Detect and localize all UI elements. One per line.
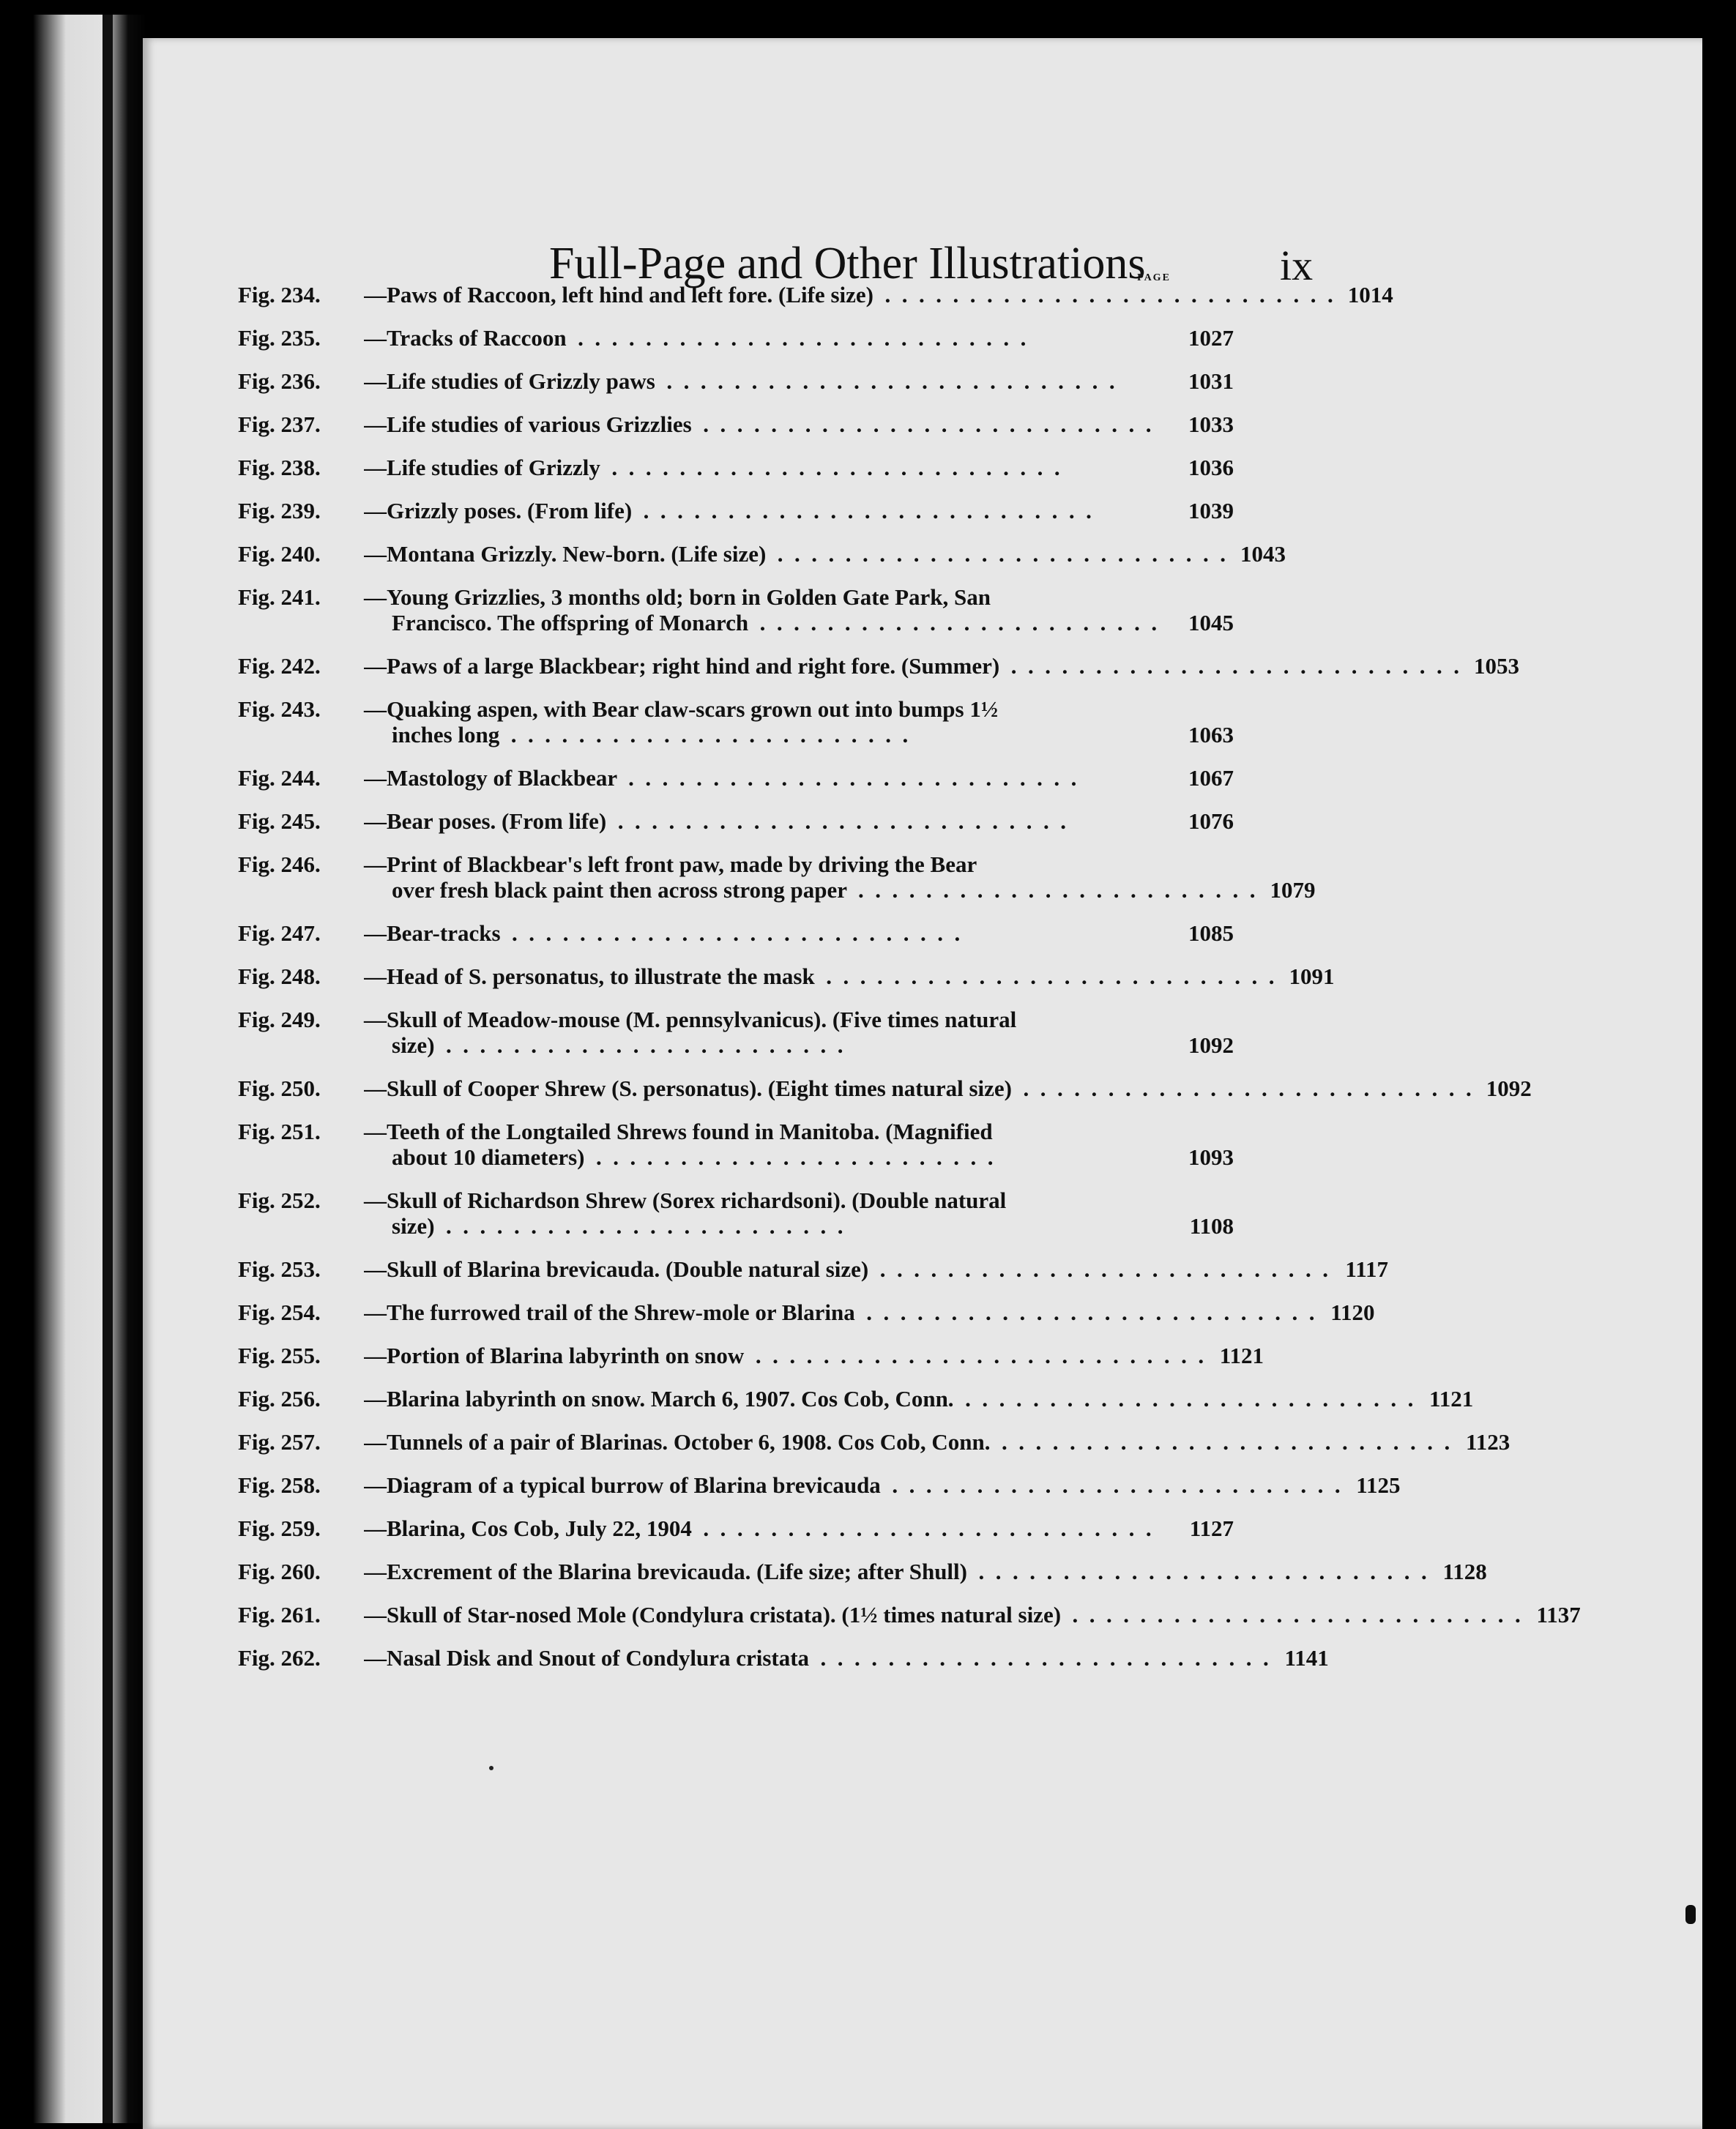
previous-page-edge [0, 15, 146, 2123]
figure-caption: —Quaking aspen, with Bear claw-scars grown out into bumps 1½ [364, 696, 999, 722]
figure-caption-block [364, 1559, 1427, 1584]
figure-caption-block [364, 1645, 1269, 1671]
figure-page-number: 1085 [1188, 920, 1234, 946]
figure-page-number: 1091 [1289, 963, 1335, 989]
figure-label: Fig. 256. [238, 1386, 321, 1412]
figure-caption: —Grizzly poses. (From life) . . [364, 498, 1174, 523]
figure-caption-block [364, 411, 1174, 437]
figure-label: Fig. 246. [238, 851, 321, 877]
list-item [238, 325, 1234, 351]
figure-page-number: 1123 [1465, 1429, 1510, 1455]
figure-page-number: 1063 [1188, 722, 1234, 747]
figure-caption: —Skull of Blarina brevicauda. (Double natural size) . . [364, 1256, 1328, 1282]
list-item [238, 1515, 1234, 1541]
list-item [238, 368, 1234, 394]
figure-caption-continuation: about 10 diameters) . . [364, 1144, 1174, 1170]
figure-label: Fig. 251. [238, 1119, 321, 1144]
figure-page-number: 1137 [1536, 1602, 1581, 1627]
figure-caption: —Montana Grizzly. New-born. (Life size) . . [364, 541, 1226, 567]
list-item [238, 1007, 1234, 1058]
figure-caption: —Life studies of various Grizzlies . . [364, 411, 1174, 437]
figure-caption-block [364, 541, 1226, 567]
figure-caption-block [364, 1429, 1450, 1455]
figure-caption-continuation: size) . . [364, 1213, 1174, 1239]
figure-caption: —Mastology of Blackbear . . [364, 765, 1174, 791]
figure-caption-block [364, 808, 1174, 834]
list-item [238, 851, 1316, 903]
list-item [238, 455, 1234, 480]
figure-caption: —Skull of Cooper Shrew (S. personatus). (Eight times natural size) . . [364, 1075, 1472, 1101]
figure-caption-continuation: inches long . . [364, 722, 1174, 747]
figure-caption-block [364, 584, 1174, 635]
list-item [238, 1645, 1329, 1671]
figure-page-number: 1036 [1188, 455, 1234, 480]
figure-caption-continuation: over fresh black paint then across strong paper . . [364, 877, 1255, 903]
illustration-list [238, 282, 1581, 1688]
figure-page-number: 1141 [1284, 1645, 1329, 1671]
figure-label: Fig. 254. [238, 1300, 321, 1325]
figure-caption-block [364, 653, 1459, 679]
figure-label: Fig. 241. [238, 584, 321, 610]
list-item [238, 584, 1234, 635]
figure-label: Fig. 247. [238, 920, 321, 946]
figure-page-number: 1117 [1345, 1256, 1388, 1282]
figure-page-number: 1092 [1486, 1075, 1532, 1101]
figure-label: Fig. 238. [238, 455, 321, 480]
figure-caption: —Diagram of a typical burrow of Blarina brevicauda . . [364, 1472, 1341, 1498]
figure-page-number: 1128 [1442, 1559, 1487, 1584]
figure-label: Fig. 240. [238, 541, 321, 567]
figure-label: Fig. 250. [238, 1075, 321, 1101]
figure-label: Fig. 242. [238, 653, 321, 679]
list-item [238, 282, 1393, 307]
list-item [238, 765, 1234, 791]
list-item [238, 1187, 1234, 1239]
page-title: Full-Page and Other Illustrations [549, 239, 1146, 288]
figure-caption-block [364, 1343, 1204, 1368]
figure-caption-block [364, 1119, 1174, 1170]
figure-caption: —Young Grizzlies, 3 months old; born in Golden Gate Park, San [364, 584, 991, 610]
figure-page-number: 1014 [1347, 282, 1393, 307]
figure-caption-block [364, 1007, 1174, 1058]
figure-caption-block [364, 1187, 1174, 1239]
figure-page-number: 1121 [1429, 1386, 1474, 1412]
list-item [238, 963, 1335, 989]
list-item [238, 1602, 1581, 1627]
figure-caption: —Teeth of the Longtailed Shrews found in Manitoba. (Magnified [364, 1119, 993, 1144]
figure-page-number: 1121 [1219, 1343, 1264, 1368]
figure-page-number: 1093 [1188, 1144, 1234, 1170]
figure-label: Fig. 257. [238, 1429, 321, 1455]
figure-page-number: 1027 [1188, 325, 1234, 351]
figure-label: Fig. 239. [238, 498, 321, 523]
figure-caption: —Life studies of Grizzly paws . . [364, 368, 1174, 394]
figure-caption-block [364, 963, 1274, 989]
figure-caption-block [364, 696, 1174, 747]
figure-caption-block [364, 1256, 1328, 1282]
figure-caption: —Head of S. personatus, to illustrate the mask . . [364, 963, 1274, 989]
figure-label: Fig. 235. [238, 325, 321, 351]
figure-page-number: 1033 [1188, 411, 1234, 437]
list-item [238, 498, 1234, 523]
figure-label: Fig. 244. [238, 765, 321, 791]
figure-label: Fig. 237. [238, 411, 321, 437]
list-item [238, 1559, 1487, 1584]
binding-mark [1685, 1905, 1696, 1924]
list-item [238, 1343, 1264, 1368]
figure-page-number: 1092 [1188, 1032, 1234, 1058]
list-item [238, 1472, 1401, 1498]
figure-label: Fig. 261. [238, 1602, 321, 1627]
figure-page-number: 1045 [1188, 610, 1234, 635]
figure-caption-continuation: size) . . [364, 1032, 1174, 1058]
list-item [238, 541, 1286, 567]
figure-page-number: 1031 [1188, 368, 1234, 394]
figure-caption-block [364, 765, 1174, 791]
figure-label: Fig. 259. [238, 1515, 321, 1541]
figure-caption: —Tracks of Raccoon . . [364, 325, 1174, 351]
page-header [143, 225, 1702, 291]
figure-caption: —The furrowed trail of the Shrew-mole or Blarina . . [364, 1300, 1315, 1325]
figure-page-number: 1053 [1473, 653, 1519, 679]
figure-page-number: 1127 [1189, 1515, 1234, 1541]
figure-caption-block [364, 1300, 1315, 1325]
figure-caption-block [364, 1075, 1472, 1101]
figure-page-number: 1120 [1330, 1300, 1375, 1325]
figure-caption: —Print of Blackbear's left front paw, made by driving the Bear [364, 851, 977, 877]
figure-caption-block [364, 1515, 1174, 1541]
figure-label: Fig. 248. [238, 963, 321, 989]
figure-caption: —Portion of Blarina labyrinth on snow . . [364, 1343, 1204, 1368]
figure-caption: —Blarina, Cos Cob, July 22, 1904 . . [364, 1515, 1174, 1541]
list-item [238, 1300, 1375, 1325]
figure-caption-block [364, 282, 1333, 307]
figure-caption-block [364, 325, 1174, 351]
list-item [238, 696, 1234, 747]
list-item [238, 1256, 1388, 1282]
page-column-heading: PAGE [1137, 272, 1171, 283]
figure-caption-block [364, 851, 1255, 903]
figure-label: Fig. 260. [238, 1559, 321, 1584]
figure-label: Fig. 253. [238, 1256, 321, 1282]
list-item [238, 653, 1519, 679]
figure-caption: —Bear poses. (From life) . . [364, 808, 1174, 834]
list-item [238, 1429, 1510, 1455]
figure-label: Fig. 262. [238, 1645, 321, 1671]
list-item [238, 1386, 1474, 1412]
figure-caption: —Excrement of the Blarina brevicauda. (Life size; after Shull) . . [364, 1559, 1427, 1584]
page-speck [489, 1766, 493, 1770]
figure-caption: —Paws of Raccoon, left hind and left fore. (Life size) . . [364, 282, 1333, 307]
figure-label: Fig. 258. [238, 1472, 321, 1498]
figure-caption-continuation: Francisco. The offspring of Monarch . . [364, 610, 1174, 635]
figure-caption: —Life studies of Grizzly . . [364, 455, 1174, 480]
figure-caption: —Skull of Richardson Shrew (Sorex richardsoni). (Double natural [364, 1187, 1007, 1213]
figure-caption-block [364, 498, 1174, 523]
figure-caption: —Paws of a large Blackbear; right hind and right fore. (Summer) . . [364, 653, 1459, 679]
figure-page-number: 1043 [1240, 541, 1286, 567]
figure-page-number: 1108 [1189, 1213, 1234, 1239]
list-item [238, 1119, 1234, 1170]
list-item [238, 411, 1234, 437]
figure-page-number: 1125 [1356, 1472, 1401, 1498]
figure-label: Fig. 234. [238, 282, 321, 307]
figure-caption-block [364, 455, 1174, 480]
figure-caption-block [364, 1602, 1521, 1627]
list-item [238, 920, 1234, 946]
figure-page-number: 1076 [1188, 808, 1234, 834]
figure-page-number: 1039 [1188, 498, 1234, 523]
figure-caption-block [364, 1386, 1413, 1412]
list-item [238, 808, 1234, 834]
figure-caption-block [364, 368, 1174, 394]
figure-label: Fig. 236. [238, 368, 321, 394]
figure-label: Fig. 252. [238, 1187, 321, 1213]
figure-page-number: 1067 [1188, 765, 1234, 791]
figure-caption-block [364, 920, 1174, 946]
figure-caption: —Bear-tracks . . [364, 920, 1174, 946]
figure-caption: —Blarina labyrinth on snow. March 6, 1907. Cos Cob, Conn. . . [364, 1386, 1413, 1412]
figure-caption: —Nasal Disk and Snout of Condylura cristata . . [364, 1645, 1269, 1671]
figure-label: Fig. 243. [238, 696, 321, 722]
figure-label: Fig. 249. [238, 1007, 321, 1032]
figure-caption: —Tunnels of a pair of Blarinas. October 6, 1908. Cos Cob, Conn. . . [364, 1429, 1450, 1455]
figure-caption: —Skull of Meadow-mouse (M. pennsylvanicus). (Five times natural [364, 1007, 1017, 1032]
figure-label: Fig. 255. [238, 1343, 321, 1368]
figure-caption-block [364, 1472, 1341, 1498]
figure-page-number: 1079 [1270, 877, 1316, 903]
figure-caption: —Skull of Star-nosed Mole (Condylura cristata). (1½ times natural size) . . [364, 1602, 1521, 1627]
list-item [238, 1075, 1532, 1101]
figure-label: Fig. 245. [238, 808, 321, 834]
page-number: ix [1280, 242, 1314, 289]
